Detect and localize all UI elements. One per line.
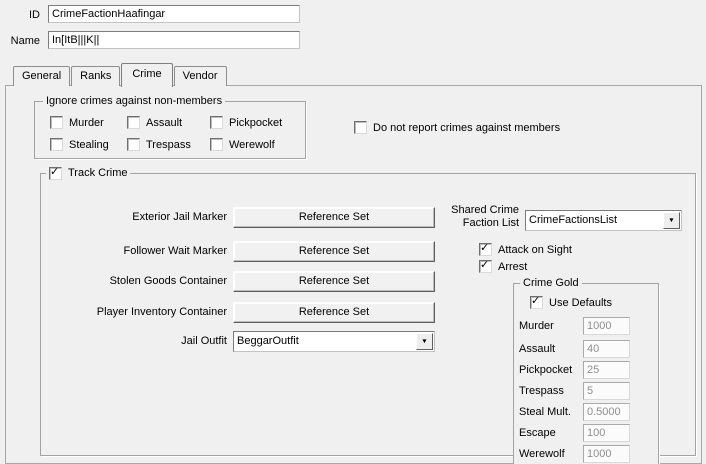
arrest-checkbox[interactable] xyxy=(479,260,492,273)
murder-ignore-checkbox[interactable] xyxy=(50,116,63,129)
checkmark-icon: ✓ xyxy=(531,295,541,307)
do-not-report-label: Do not report crimes against members xyxy=(373,121,561,134)
tab-crime[interactable]: Crime xyxy=(121,63,172,87)
assault-ignore-checkbox[interactable] xyxy=(127,116,140,129)
do-not-report-checkbox[interactable] xyxy=(354,121,367,134)
crime-gold-group-title: Crime Gold xyxy=(520,277,582,290)
follower-wait-marker-reference-set-button[interactable]: Reference Set xyxy=(233,241,435,262)
do-not-report-checkbox-row xyxy=(354,121,560,134)
shared-crime-faction-list-label-line1: Shared Crime xyxy=(451,204,519,216)
track-crime-group xyxy=(40,166,696,460)
gold-trespass-field[interactable] xyxy=(583,382,630,400)
chevron-down-icon: ▼ xyxy=(421,338,428,345)
shared-crime-faction-list-value: CrimeFactionsList xyxy=(529,214,618,226)
assault-ignore-checkbox-row xyxy=(127,116,182,129)
use-defaults-checkbox[interactable] xyxy=(530,296,543,309)
checkmark-icon: ✓ xyxy=(480,259,490,271)
name-label: Name xyxy=(10,35,40,47)
tab-strip xyxy=(13,62,228,86)
gold-assault-field[interactable] xyxy=(583,340,630,358)
gold-pickpocket-field[interactable] xyxy=(583,361,630,379)
pickpocket-ignore-checkbox-row xyxy=(210,116,282,129)
shared-crime-faction-list-combobox[interactable] xyxy=(525,210,682,231)
attack-on-sight-checkbox-row xyxy=(479,243,572,256)
assault-ignore-label: Assault xyxy=(146,116,183,129)
gold-steal-mult-field[interactable] xyxy=(583,403,630,421)
jail-outfit-label: Jail Outfit xyxy=(181,335,227,347)
jail-outfit-combobox[interactable] xyxy=(233,331,435,352)
exterior-jail-marker-label: Exterior Jail Marker xyxy=(132,211,227,223)
pickpocket-ignore-checkbox[interactable] xyxy=(210,116,223,129)
shared-crime-faction-list-label xyxy=(442,204,519,230)
id-label: ID xyxy=(29,9,40,21)
name-field[interactable] xyxy=(48,31,300,49)
gold-murder-label: Murder xyxy=(519,320,554,332)
ignore-crimes-group xyxy=(34,95,306,159)
checkmark-icon: ✓ xyxy=(480,242,490,254)
follower-wait-marker-label: Follower Wait Marker xyxy=(123,245,227,257)
tab-vendor[interactable]: Vendor xyxy=(174,66,227,86)
use-defaults-checkbox-row xyxy=(530,296,612,309)
jail-outfit-value: BeggarOutfit xyxy=(237,335,299,347)
track-crime-legend xyxy=(46,167,130,180)
checkmark-icon: ✓ xyxy=(50,166,60,178)
gold-werewolf-field[interactable] xyxy=(583,445,630,463)
chevron-down-icon: ▼ xyxy=(668,217,675,224)
gold-escape-label: Escape xyxy=(519,427,556,439)
gold-werewolf-label: Werewolf xyxy=(519,448,565,460)
exterior-jail-marker-reference-set-button[interactable]: Reference Set xyxy=(233,207,435,228)
gold-trespass-label: Trespass xyxy=(519,385,564,397)
tab-general[interactable]: General xyxy=(13,66,70,86)
trespass-ignore-checkbox-row xyxy=(127,138,191,151)
murder-ignore-label: Murder xyxy=(69,116,104,129)
stealing-ignore-checkbox[interactable] xyxy=(50,138,63,151)
gold-pickpocket-label: Pickpocket xyxy=(519,364,573,376)
gold-assault-label: Assault xyxy=(519,343,556,355)
stealing-ignore-label: Stealing xyxy=(69,138,109,151)
ignore-crimes-group-title: Ignore crimes against non-members xyxy=(43,95,225,108)
attack-on-sight-label: Attack on Sight xyxy=(498,243,572,256)
arrest-checkbox-row xyxy=(479,260,527,273)
trespass-ignore-checkbox[interactable] xyxy=(127,138,140,151)
jail-outfit-dropdown-button[interactable] xyxy=(416,333,433,350)
id-field[interactable] xyxy=(48,5,300,23)
tab-ranks[interactable]: Ranks xyxy=(71,66,120,86)
track-crime-checkbox-row xyxy=(49,167,127,180)
murder-ignore-checkbox-row xyxy=(50,116,104,129)
werewolf-ignore-checkbox-row xyxy=(210,138,275,151)
attack-on-sight-checkbox[interactable] xyxy=(479,243,492,256)
crime-tab-page xyxy=(5,85,702,464)
use-defaults-label: Use Defaults xyxy=(549,296,612,309)
track-crime-label: Track Crime xyxy=(68,167,128,179)
shared-crime-faction-list-dropdown-button[interactable] xyxy=(663,212,680,229)
crime-gold-group xyxy=(513,277,659,464)
stolen-goods-container-reference-set-button[interactable]: Reference Set xyxy=(233,271,435,292)
gold-steal-mult-label: Steal Mult. xyxy=(519,406,571,418)
gold-murder-field[interactable] xyxy=(583,317,630,335)
track-crime-checkbox[interactable] xyxy=(49,167,62,180)
werewolf-ignore-label: Werewolf xyxy=(229,138,275,151)
stealing-ignore-checkbox-row xyxy=(50,138,109,151)
gold-escape-field[interactable] xyxy=(583,424,630,442)
arrest-label: Arrest xyxy=(498,260,528,273)
player-inventory-container-label: Player Inventory Container xyxy=(96,306,227,318)
shared-crime-faction-list-label-line2: Faction List xyxy=(462,217,519,229)
pickpocket-ignore-label: Pickpocket xyxy=(229,116,283,129)
trespass-ignore-label: Trespass xyxy=(146,138,191,151)
stolen-goods-container-label: Stolen Goods Container xyxy=(109,275,227,287)
werewolf-ignore-checkbox[interactable] xyxy=(210,138,223,151)
player-inventory-container-reference-set-button[interactable]: Reference Set xyxy=(233,302,435,323)
